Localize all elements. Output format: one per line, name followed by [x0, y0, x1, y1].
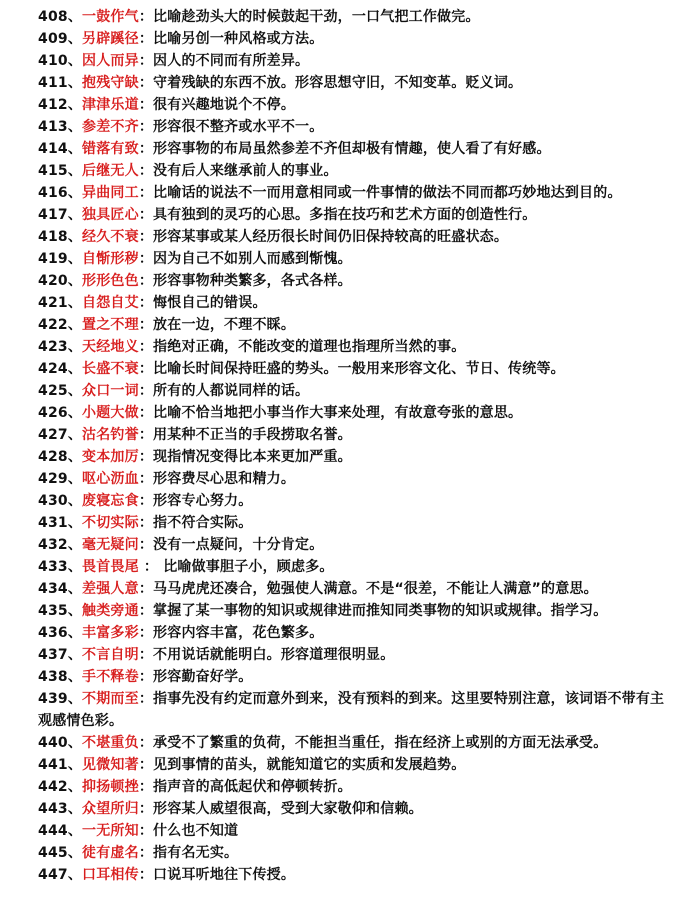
idiom-entry: [38, 864, 676, 886]
entry-number: 423: [38, 339, 68, 355]
entry-definition: 没有一点疑问，十分肯定。: [153, 537, 324, 553]
idiom-entry: [38, 468, 676, 490]
entry-definition: 口说耳听地往下传授。: [153, 867, 296, 883]
entry-colon: ：: [138, 603, 154, 619]
entry-idiom: 畏首畏尾: [82, 559, 139, 575]
entry-separator: 、: [67, 581, 83, 597]
entry-separator: 、: [67, 207, 83, 223]
idiom-entry: [38, 314, 676, 336]
entry-number: 443: [38, 801, 68, 817]
entry-number: 408: [38, 9, 68, 25]
entry-separator: 、: [67, 603, 83, 619]
entry-idiom: 见微知著: [82, 757, 139, 773]
entry-separator: 、: [67, 141, 83, 157]
entry-separator: 、: [67, 669, 83, 685]
entry-number: 433: [38, 559, 68, 575]
entry-number: 434: [38, 581, 68, 597]
entry-number: 421: [38, 295, 68, 311]
entry-definition: 现指情况变得比本来更加严重。: [153, 449, 352, 465]
entry-separator: 、: [67, 163, 83, 179]
idiom-entry: [38, 248, 676, 270]
idiom-entry: [38, 754, 676, 776]
entry-colon: ：: [138, 471, 154, 487]
entry-separator: 、: [67, 823, 83, 839]
entry-colon: ：: [138, 119, 154, 135]
entry-idiom: 因人而异: [82, 53, 139, 69]
entry-separator: 、: [67, 647, 83, 663]
entry-colon: ：: [138, 185, 154, 201]
entry-idiom: 一无所知: [82, 823, 139, 839]
entry-number: 441: [38, 757, 68, 773]
entry-idiom: 后继无人: [82, 163, 139, 179]
entry-number: 427: [38, 427, 68, 443]
entry-number: 415: [38, 163, 68, 179]
entry-separator: 、: [67, 845, 83, 861]
idiom-entry: [38, 622, 676, 644]
entry-definition: 形容很不整齐或水平不一。: [153, 119, 324, 135]
entry-idiom: 置之不理: [82, 317, 139, 333]
entry-separator: 、: [67, 427, 83, 443]
entry-colon: ：: [138, 317, 154, 333]
entry-separator: 、: [67, 735, 83, 751]
entry-definition: 放在一边，不理不睬。: [153, 317, 296, 333]
entry-number: 414: [38, 141, 68, 157]
entry-separator: 、: [67, 97, 83, 113]
idiom-entry: [38, 512, 676, 534]
idiom-entry: [38, 600, 676, 622]
entry-separator: 、: [67, 493, 83, 509]
idiom-entry: [38, 798, 676, 820]
idiom-entry: [38, 138, 676, 160]
entry-idiom: 天经地义: [82, 339, 139, 355]
entry-idiom: 呕心沥血: [82, 471, 139, 487]
entry-definition: 因人的不同而有所差异。: [153, 53, 310, 69]
entry-separator: 、: [67, 867, 83, 883]
entry-number: 420: [38, 273, 68, 289]
idiom-entry: [38, 556, 676, 578]
entry-colon: ：: [138, 251, 154, 267]
entry-idiom: 毫无疑问: [82, 537, 139, 553]
entry-definition: 比喻另创一种风格或方法。: [153, 31, 324, 47]
entry-separator: 、: [67, 75, 83, 91]
idiom-entry: [38, 50, 676, 72]
entry-number: 439: [38, 691, 68, 707]
entry-separator: 、: [67, 31, 83, 47]
entry-colon: ：: [138, 361, 154, 377]
entry-colon: ：: [138, 757, 154, 773]
entry-separator: 、: [67, 229, 83, 245]
entry-idiom: 错落有致: [82, 141, 139, 157]
entry-number: 419: [38, 251, 68, 267]
idiom-entry: [38, 226, 676, 248]
entry-number: 445: [38, 845, 68, 861]
entry-colon: ：: [138, 779, 154, 795]
entry-number: 429: [38, 471, 68, 487]
entry-colon: ：: [138, 295, 154, 311]
idiom-entry: [38, 292, 676, 314]
entry-idiom: 经久不衰: [82, 229, 139, 245]
entry-definition: 悔恨自己的错误。: [153, 295, 267, 311]
idiom-entry: [38, 182, 676, 204]
entry-idiom: 自怨自艾: [82, 295, 139, 311]
entry-idiom: 口耳相传: [82, 867, 139, 883]
idiom-entry: [38, 490, 676, 512]
entry-colon: ：: [138, 207, 154, 223]
entry-colon: ：: [138, 647, 154, 663]
entry-definition: 比喻趁劲头大的时候鼓起干劲，一口气把工作做完。: [153, 9, 480, 25]
entry-definition: 马马虎虎还凑合，勉强使人满意。不是“很差，不能让人满意”的意思。: [153, 581, 598, 597]
entry-colon: ：: [138, 229, 154, 245]
entry-definition: 用某种不正当的手段捞取名誉。: [153, 427, 352, 443]
entry-colon: ：: [138, 735, 154, 751]
entry-colon: ：: [138, 669, 154, 685]
idiom-entry: [38, 116, 676, 138]
entry-idiom: 独具匠心: [82, 207, 139, 223]
entry-definition: 指声音的高低起伏和停顿转折。: [153, 779, 352, 795]
entry-idiom: 自惭形秽: [82, 251, 139, 267]
entry-separator: 、: [67, 295, 83, 311]
entry-separator: 、: [67, 471, 83, 487]
entry-definition: 不用说话就能明白。形容道理很明显。: [153, 647, 395, 663]
entry-definition: 指不符合实际。: [153, 515, 253, 531]
entry-separator: 、: [67, 383, 83, 399]
entry-number: 428: [38, 449, 68, 465]
entry-idiom: 触类旁通: [82, 603, 139, 619]
entry-definition: 指绝对正确，不能改变的道理也指理所当然的事。: [153, 339, 466, 355]
entry-idiom: 不切实际: [82, 515, 139, 531]
idiom-entry: [38, 94, 676, 116]
idiom-list: [38, 6, 676, 886]
entry-number: 447: [38, 867, 68, 883]
entry-separator: 、: [67, 779, 83, 795]
entry-number: 438: [38, 669, 68, 685]
entry-number: 418: [38, 229, 68, 245]
entry-definition: 具有独到的灵巧的心思。多指在技巧和艺术方面的创造性行。: [153, 207, 537, 223]
entry-idiom: 长盛不衰: [82, 361, 139, 377]
idiom-entry: [38, 644, 676, 666]
entry-idiom: 手不释卷: [82, 669, 139, 685]
entry-definition: 所有的人都说同样的话。: [153, 383, 310, 399]
entry-definition: 形容某事或某人经历很长时间仍旧保持较高的旺盛状态。: [153, 229, 509, 245]
entry-number: 409: [38, 31, 68, 47]
entry-definition: 因为自己不如别人而感到惭愧。: [153, 251, 352, 267]
idiom-entry: [38, 358, 676, 380]
idiom-entry: [38, 776, 676, 798]
entry-idiom: 另辟蹊径: [82, 31, 139, 47]
idiom-entry: [38, 28, 676, 50]
entry-definition: 形容事物种类繁多，各式各样。: [153, 273, 352, 289]
entry-colon: ：: [138, 625, 154, 641]
entry-separator: 、: [67, 361, 83, 377]
entry-separator: 、: [67, 339, 83, 355]
entry-separator: 、: [67, 515, 83, 531]
entry-colon: ：: [138, 9, 154, 25]
entry-separator: 、: [67, 405, 83, 421]
idiom-entry: [38, 402, 676, 424]
idiom-entry: [38, 270, 676, 292]
idiom-entry: [38, 6, 676, 28]
entry-colon: ：: [138, 845, 154, 861]
idiom-entry: [38, 424, 676, 446]
entry-separator: 、: [67, 119, 83, 135]
entry-number: 431: [38, 515, 68, 531]
entry-idiom: 形形色色: [82, 273, 139, 289]
idiom-entry: [38, 380, 676, 402]
entry-separator: 、: [67, 625, 83, 641]
entry-number: 425: [38, 383, 68, 399]
entry-definition: 比喻长时间保持旺盛的势头。一般用来形容文化、节日、传统等。: [153, 361, 565, 377]
entry-idiom: 抱残守缺: [82, 75, 139, 91]
entry-definition: 指有名无实。: [153, 845, 239, 861]
entry-idiom: 不堪重负: [82, 735, 139, 751]
entry-idiom: 众望所归: [82, 801, 139, 817]
entry-colon: ：: [138, 691, 154, 707]
idiom-entry: [38, 160, 676, 182]
entry-idiom: 废寝忘食: [82, 493, 139, 509]
entry-number: 424: [38, 361, 68, 377]
entry-definition: 形容费尽心思和精力。: [153, 471, 296, 487]
entry-number: 432: [38, 537, 68, 553]
entry-colon: ：: [138, 405, 154, 421]
idiom-entry: [38, 732, 676, 754]
entry-definition: 很有兴趣地说个不停。: [153, 97, 296, 113]
entry-idiom: 津津乐道: [82, 97, 139, 113]
entry-idiom: 变本加厉: [82, 449, 139, 465]
entry-definition: 守着残缺的东西不放。形容思想守旧，不知变革。贬义词。: [153, 75, 523, 91]
entry-colon: ：: [138, 53, 154, 69]
entry-idiom: 徒有虚名: [82, 845, 139, 861]
entry-idiom: 不期而至: [82, 691, 139, 707]
entry-colon: ：: [138, 867, 154, 883]
entry-separator: 、: [67, 757, 83, 773]
entry-definition: 形容内容丰富，花色繁多。: [153, 625, 324, 641]
entry-idiom: 小题大做: [82, 405, 139, 421]
entry-separator: 、: [67, 185, 83, 201]
entry-definition: 承受不了繁重的负荷，不能担当重任，指在经济上或别的方面无法承受。: [153, 735, 608, 751]
entry-colon: ：: [138, 383, 154, 399]
entry-colon: ：: [138, 31, 154, 47]
entry-separator: 、: [67, 449, 83, 465]
entry-colon: ：: [138, 449, 154, 465]
entry-colon: ：: [138, 97, 154, 113]
entry-colon: ：: [138, 339, 154, 355]
entry-definition: 见到事情的苗头，就能知道它的实质和发展趋势。: [153, 757, 466, 773]
entry-separator: 、: [67, 251, 83, 267]
entry-number: 411: [38, 75, 68, 91]
entry-colon: ：: [138, 823, 154, 839]
entry-colon: ：: [138, 273, 154, 289]
idiom-entry: [38, 842, 676, 864]
entry-separator: 、: [67, 559, 83, 575]
idiom-entry: [38, 446, 676, 468]
idiom-entry: [38, 820, 676, 842]
entry-idiom: 沽名钓誉: [82, 427, 139, 443]
entry-definition: 形容某人威望很高，受到大家敬仰和信赖。: [153, 801, 423, 817]
entry-idiom: 差强人意: [82, 581, 139, 597]
entry-number: 422: [38, 317, 68, 333]
entry-number: 413: [38, 119, 68, 135]
entry-colon: ：: [138, 427, 154, 443]
entry-idiom: 抑扬顿挫: [82, 779, 139, 795]
idiom-entry: [38, 204, 676, 226]
entry-colon: ：: [138, 493, 154, 509]
entry-definition: 比喻话的说法不一而用意相同或一件事情的做法不同而都巧妙地达到目的。: [153, 185, 622, 201]
entry-separator: 、: [67, 317, 83, 333]
entry-colon: ：: [138, 141, 154, 157]
entry-definition: 掌握了某一事物的知识或规律进而推知同类事物的知识或规律。指学习。: [153, 603, 608, 619]
entry-definition: 形容勤奋好学。: [153, 669, 253, 685]
entry-definition: 指事先没有约定而意外到来，没有预料的到来。这里要特别注意，该词语不带有主观感情色彩。: [38, 691, 665, 729]
entry-idiom: 不言自明: [82, 647, 139, 663]
entry-colon: ：: [138, 515, 154, 531]
idiom-entry: [38, 336, 676, 358]
entry-number: 412: [38, 97, 68, 113]
entry-number: 417: [38, 207, 68, 223]
idiom-entry: [38, 688, 676, 732]
entry-idiom: 丰富多彩: [82, 625, 139, 641]
entry-number: 435: [38, 603, 68, 619]
entry-definition: 比喻做事胆子小，顾虑多。: [163, 559, 334, 575]
idiom-entry: [38, 666, 676, 688]
entry-colon: ：: [138, 801, 154, 817]
entry-definition: 形容专心努力。: [153, 493, 253, 509]
entry-definition: 什么也不知道: [153, 823, 239, 839]
entry-definition: 比喻不恰当地把小事当作大事来处理，有故意夸张的意思。: [153, 405, 523, 421]
entry-idiom: 异曲同工: [82, 185, 139, 201]
entry-colon: ：: [138, 559, 164, 575]
entry-number: 416: [38, 185, 68, 201]
entry-number: 437: [38, 647, 68, 663]
entry-colon: ：: [138, 537, 154, 553]
entry-separator: 、: [67, 691, 83, 707]
entry-number: 410: [38, 53, 68, 69]
entry-number: 430: [38, 493, 68, 509]
entry-idiom: 众口一词: [82, 383, 139, 399]
entry-colon: ：: [138, 163, 154, 179]
entry-number: 442: [38, 779, 68, 795]
entry-separator: 、: [67, 273, 83, 289]
entry-colon: ：: [138, 581, 154, 597]
entry-separator: 、: [67, 9, 83, 25]
entry-colon: ：: [138, 75, 154, 91]
entry-idiom: 一鼓作气: [82, 9, 139, 25]
entry-separator: 、: [67, 801, 83, 817]
idiom-entry: [38, 578, 676, 600]
entry-definition: 没有后人来继承前人的事业。: [153, 163, 338, 179]
entry-separator: 、: [67, 53, 83, 69]
idiom-entry: [38, 534, 676, 556]
entry-definition: 形容事物的布局虽然参差不齐但却极有情趣，使人看了有好感。: [153, 141, 551, 157]
entry-separator: 、: [67, 537, 83, 553]
entry-idiom: 参差不齐: [82, 119, 139, 135]
idiom-entry: [38, 72, 676, 94]
entry-number: 436: [38, 625, 68, 641]
entry-number: 440: [38, 735, 68, 751]
entry-number: 426: [38, 405, 68, 421]
entry-number: 444: [38, 823, 68, 839]
